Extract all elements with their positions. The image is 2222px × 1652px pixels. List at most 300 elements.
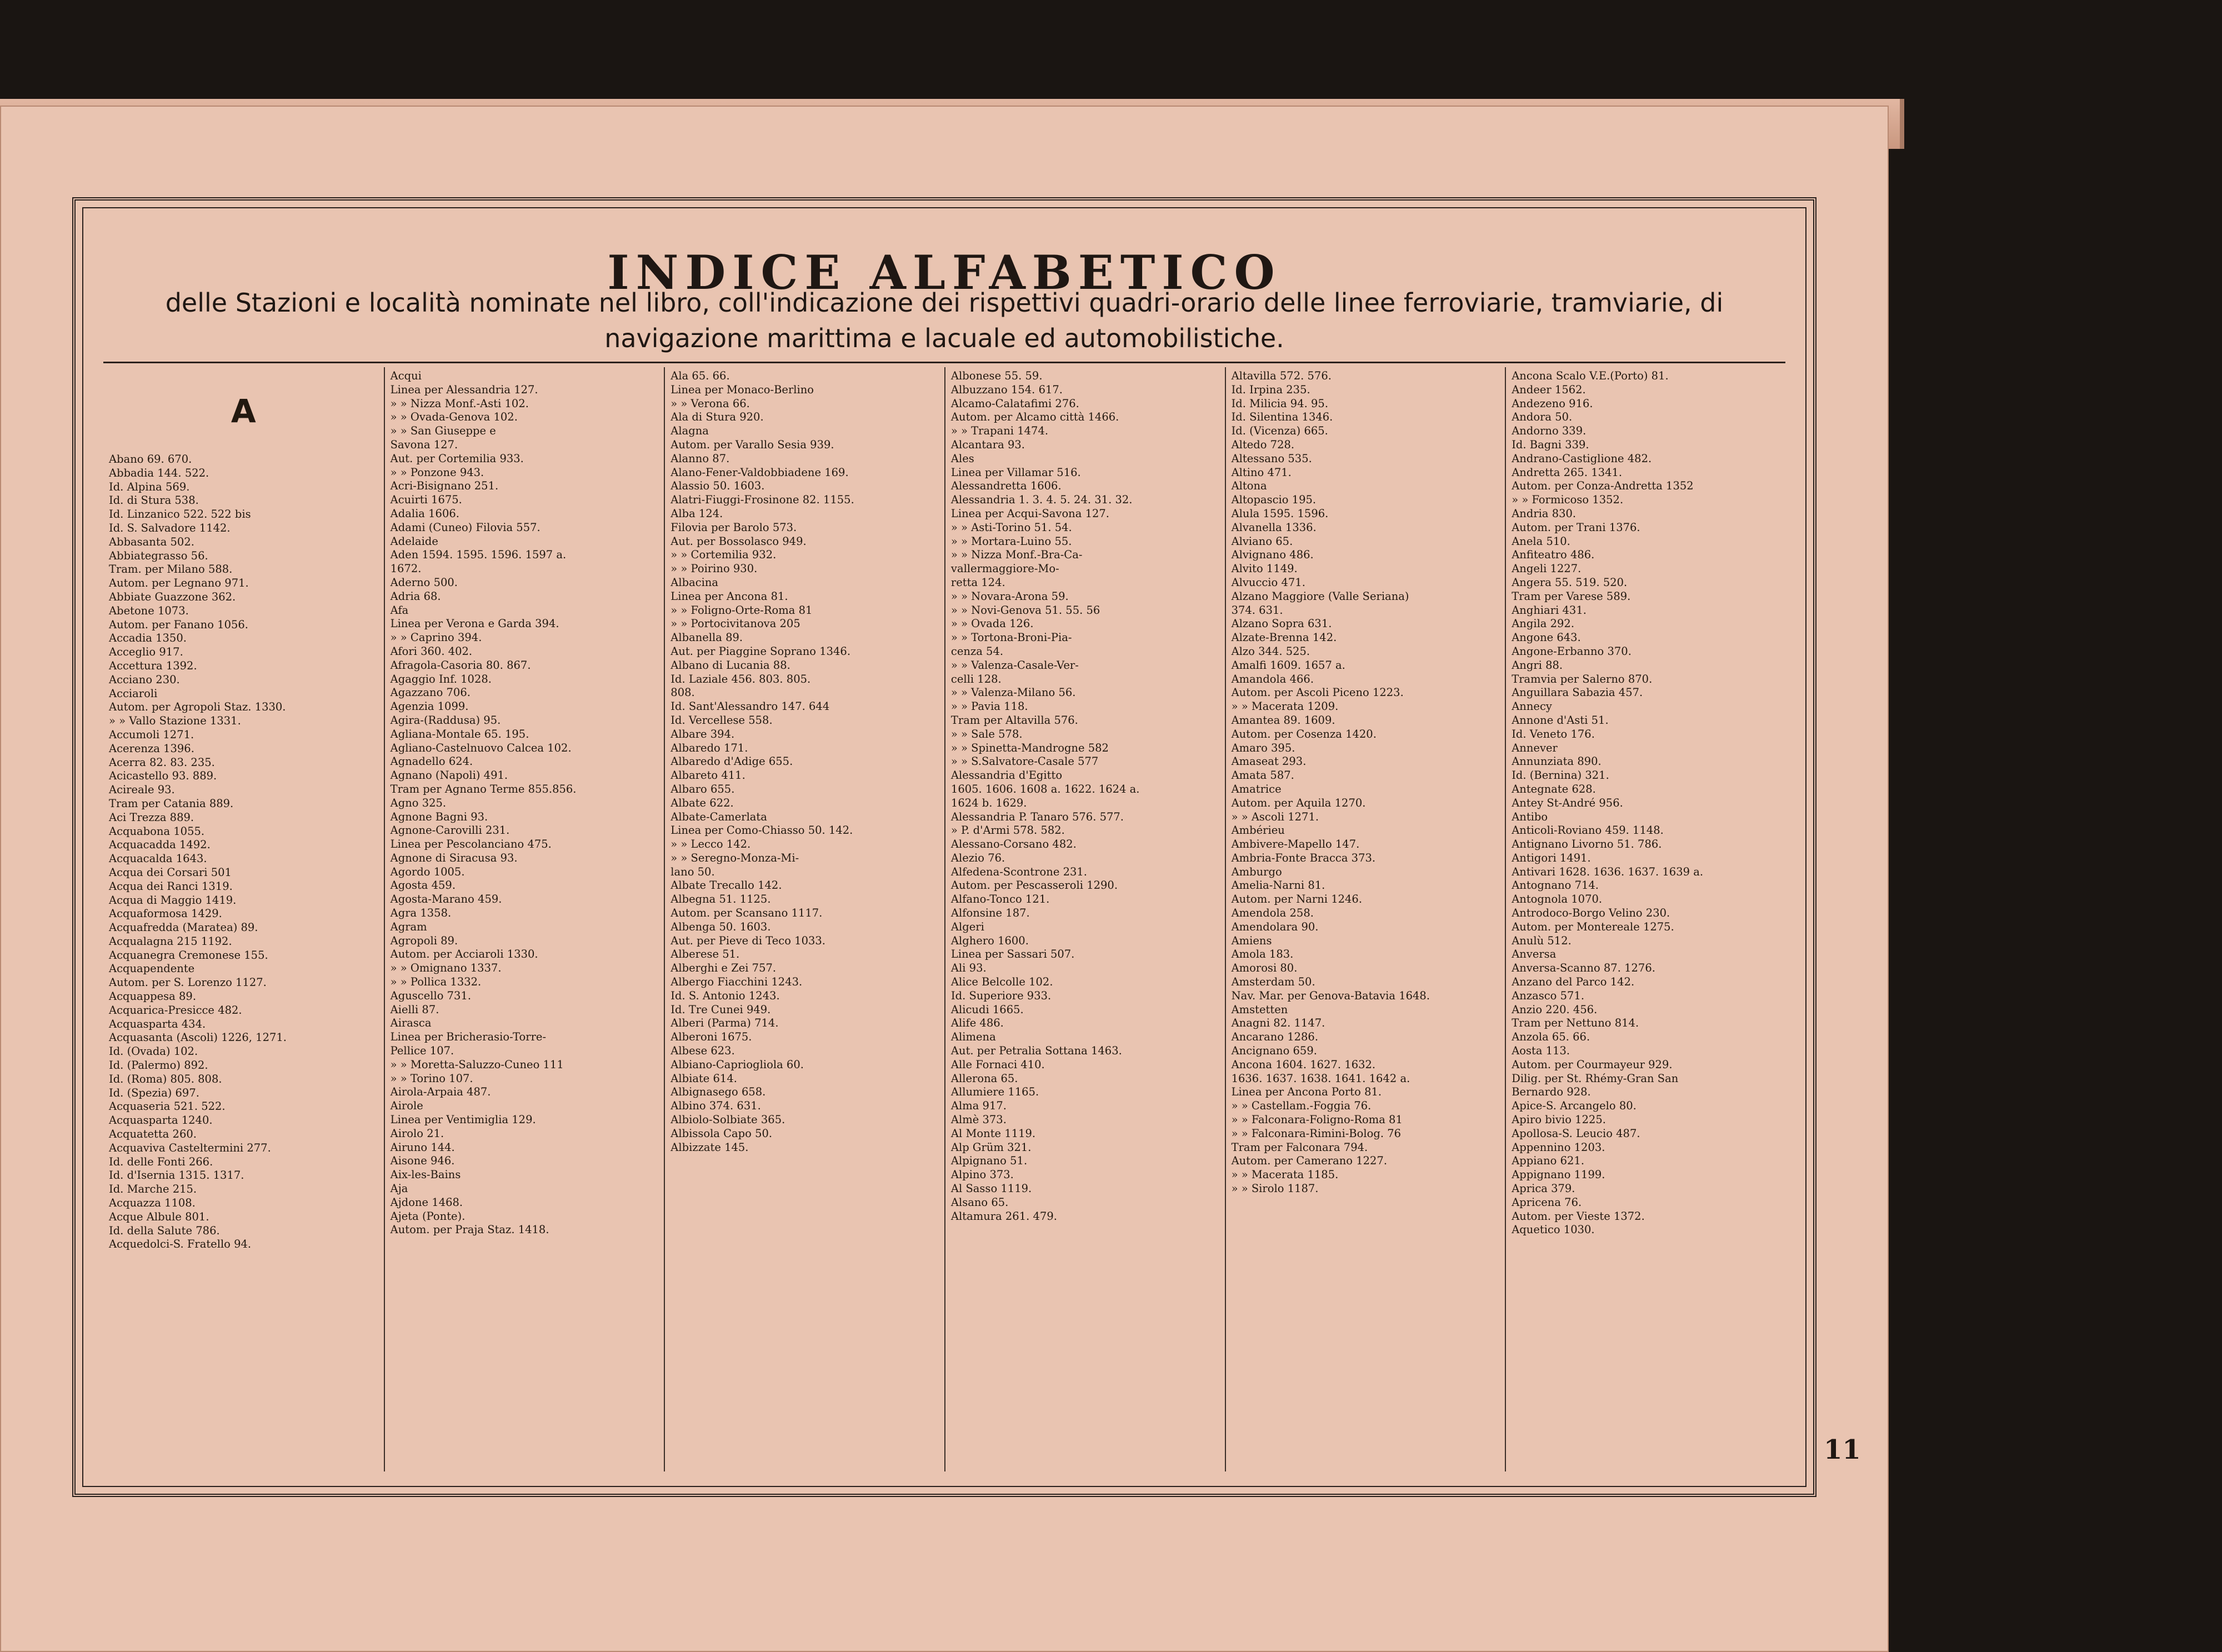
index-entry: Tram per Nettuno 814. [1512,1017,1639,1030]
index-entry: Acquabona 1055. [109,824,205,838]
index-entry: Annunziata 890. [1512,755,1602,768]
index-entry: Linea per Sassari 507. [950,948,1075,961]
index-entry: Autom. per Cosenza 1420. [1231,727,1377,740]
index-entry: Agazzano 706. [390,686,471,699]
index-entry: Autom. per Montereale 1275. [1512,920,1674,933]
index-entry: Acquafredda (Maratea) 89. [109,921,258,934]
index-entry: Aja [390,1182,408,1195]
index-entry: Aosta 113. [1512,1044,1570,1058]
index-entry: Angone 643. [1512,631,1581,644]
index-entry: Airasca [390,1017,432,1030]
index-entry: Autom. per S. Lorenzo 1127. [109,976,267,989]
index-column-3 [664,367,944,1471]
index-entry: Albaro 655. [670,782,735,795]
index-entry: Amandola 466. [1231,672,1314,685]
index-entry: Amstetten [1231,1003,1288,1016]
index-entry: Alle Fornaci 410. [950,1058,1045,1071]
index-entry: Amelia-Narni 81. [1231,879,1325,892]
index-entry: Albacina [670,575,719,589]
index-entry: Acireale 93. [109,783,175,797]
index-entry: Alberghi e Zei 757. [670,962,777,975]
index-entry: Alfano-Tonco 121. [950,893,1050,906]
index-entry: Autom. per Varallo Sesia 939. [670,438,834,451]
index-entry: Adalia 1606. [390,507,459,520]
index-entry: Alma 917. [950,1099,1007,1113]
index-entry: Albino 374. 631. [670,1099,761,1113]
index-entry: Anulù 512. [1512,934,1572,947]
index-entry: Acquapendente [109,962,195,975]
index-entry: Acquatetta 260. [109,1128,197,1141]
index-entry: Acquasparta 434. [109,1017,206,1030]
index-entry: Aci Trezza 889. [109,810,194,824]
index-entry: Albizzate 145. [670,1140,749,1154]
index-entry: Albonese 55. 59. [950,369,1043,382]
index-entry: Alassio 50. 1603. [670,479,765,493]
index-entry: Albiolo-Solbiate 365. [670,1113,785,1127]
index-entry: Alberi (Parma) 714. [670,1017,779,1030]
index-entry: Albaredo 171. [670,741,748,754]
index-entry: » » Novara-Arona 59. [950,589,1069,603]
index-entry: Anzasco 571. [1512,989,1585,1002]
index-entry: Pellice 107. [390,1044,454,1058]
index-entry: Allerona 65. [950,1072,1018,1085]
index-entry: Albergo Fiacchini 1243. [670,975,803,989]
index-entry: » » Macerata 1209. [1231,700,1339,713]
index-entry: Airole [390,1099,423,1113]
index-entry: Andretta 265. 1341. [1512,465,1623,479]
index-entry: Adria 68. [390,589,441,603]
index-entry: Aden 1594. 1595. 1596. 1597 a. [390,548,567,562]
index-entry: Angone-Erbanno 370. [1512,644,1632,658]
index-entry: Amaro 395. [1231,741,1295,754]
index-entry: Albiano-Capriogliola 60. [670,1058,804,1071]
index-entry: Abetone 1073. [109,604,189,617]
index-entry: Agnone Bagni 93. [390,810,488,823]
index-entry: Filovia per Barolo 573. [670,520,797,534]
index-entry: Amola 183. [1231,948,1294,961]
index-entry: Id. (Palermo) 892. [109,1059,208,1072]
index-entry: Autom. per Pescasseroli 1290. [950,879,1118,892]
index-entry: Antognola 1070. [1512,893,1603,906]
index-entry: Agropoli 89. [390,934,458,947]
index-entry: Id. Sant'Alessandro 147. 644 [670,700,830,713]
index-entry: Alpignano 51. [950,1154,1028,1168]
index-entry: Anversa-Scanno 87. 1276. [1512,962,1655,975]
index-entry: Aut. per Petralia Sottana 1463. [950,1044,1122,1058]
index-entry: Alsano 65. [950,1195,1009,1209]
index-entry: » » Nizza Monf.-Asti 102. [390,397,529,410]
index-entry: » » Moretta-Saluzzo-Cuneo 111 [390,1058,564,1071]
index-entry: Acquanegra Cremonese 155. [109,948,268,962]
index-entry: Alzo 344. 525. [1231,644,1310,658]
index-entry: Agnadello 624. [390,755,473,768]
index-entry: Ambria-Fonte Bracca 373. [1231,851,1376,864]
index-entry: Algeri [950,920,984,933]
index-entry: Angera 55. 519. 520. [1512,575,1628,589]
index-entry: Andrano-Castiglione 482. [1512,452,1652,465]
index-entry: Antivari 1628. 1636. 1637. 1639 a. [1512,865,1704,878]
index-entry: Acqualagna 215 1192. [109,934,232,948]
index-entry: Angila 292. [1512,617,1575,630]
index-entry: Al Sasso 1119. [950,1182,1032,1195]
index-entry: Albate Trecallo 142. [670,879,782,892]
index-entry: Aielli 87. [390,1003,439,1016]
index-entry: » » S.Salvatore-Casale 577 [950,755,1099,768]
index-entry: Acquedolci-S. Fratello 94. [109,1238,252,1251]
index-entry: Apice-S. Arcangelo 80. [1512,1099,1637,1113]
index-entry: Agira-(Raddusa) 95. [390,713,501,727]
index-entry: Antey St-André 956. [1512,796,1623,809]
index-entry: Abbiate Guazzone 362. [109,590,236,603]
index-entry: Alimena [950,1030,996,1044]
index-entry: Anagni 82. 1147. [1231,1017,1325,1030]
index-entry: Id. della Salute 786. [109,1224,220,1237]
index-entry: Id. Laziale 456. 803. 805. [670,672,811,685]
index-entry: » » Sirolo 1187. [1231,1182,1319,1195]
index-entry: » » Falconara-Foligno-Roma 81 [1231,1113,1403,1127]
index-entry: » » Mortara-Luino 55. [950,534,1072,548]
index-entry: Ambérieu [1231,824,1285,837]
index-entry: Agosta 459. [390,879,456,892]
index-entry: Aderno 500. [390,575,458,589]
index-entry: Adelaide [390,534,438,548]
index-entry: Alessandria P. Tanaro 576. 577. [950,810,1124,823]
index-entry: Anfiteatro 486. [1512,548,1595,562]
index-entry: Acquasanta (Ascoli) 1226, 1271. [109,1031,287,1044]
index-entry: Altessano 535. [1231,452,1312,465]
index-entry: 1624 b. 1629. [950,796,1027,809]
index-entry: Aprica 379. [1512,1182,1575,1195]
index-entry: Id. delle Fonti 266. [109,1155,213,1168]
index-entry: Amatrice [1231,782,1282,795]
index-entry: Linea per Ancona Porto 81. [1231,1085,1382,1099]
index-entry: Id. Vercellese 558. [670,713,773,727]
index-entry: Altino 471. [1231,465,1292,479]
index-entry: Antognano 714. [1512,879,1599,892]
index-entry: Anguillara Sabazia 457. [1512,686,1643,699]
index-entry: » » Nizza Monf.-Bra-Ca- [950,548,1083,562]
index-entry: Angri 88. [1512,658,1563,672]
index-entry: » » Foligno-Orte-Roma 81 [670,603,813,617]
index-entry: Alessandria d'Egitto [950,769,1063,782]
index-entry: Agordo 1005. [390,865,465,878]
index-entry: Id. di Stura 538. [109,494,199,507]
index-entry: » » Formicoso 1352. [1512,493,1624,507]
index-entry: Aix-les-Bains [390,1168,461,1182]
index-entry: » » Pollica 1332. [390,975,482,989]
index-entry: Id. (Vicenza) 665. [1231,424,1328,438]
index-entry: Altavilla 572. 576. [1231,369,1332,382]
index-entry: Id. Superiore 933. [950,989,1052,1002]
index-entry: » » Omignano 1337. [390,962,502,975]
index-entry: Apollosa-S. Leucio 487. [1512,1127,1640,1140]
index-entry: Acerra 82. 83. 235. [109,755,215,769]
index-entry: Agnone-Carovilli 231. [390,824,510,837]
index-entry: Autom. per Aquila 1270. [1231,796,1366,809]
header-rule [103,362,1785,363]
index-entry: 808. [670,686,695,699]
index-entry: Antignano Livorno 51. 786. [1512,838,1662,851]
index-entry: Angeli 1227. [1512,562,1582,575]
index-entry: Alcamo-Calatafimi 276. [950,397,1079,410]
index-entry: Albano di Lucania 88. [670,658,790,672]
index-entry: 1672. [390,562,422,575]
index-entry: Anzio 220. 456. [1512,1003,1598,1016]
index-entry: Agaggio Inf. 1028. [390,672,492,685]
index-entry: » » Pavia 118. [950,700,1028,713]
index-entry: Altona [1231,479,1267,493]
index-entry: Alvito 1149. [1231,562,1298,575]
index-entry: Amburgo [1231,865,1282,878]
index-entry: Tram. per Milano 588. [109,563,233,576]
index-entry: Ajdone 1468. [390,1195,463,1209]
index-entry: Albiate 614. [670,1072,737,1085]
index-entry: 1636. 1637. 1638. 1641. 1642 a. [1231,1072,1410,1085]
index-entry: Alfedena-Scontrone 231. [950,865,1087,878]
index-entry: » » Ponzone 943. [390,465,484,479]
index-entry: Alviano 65. [1231,534,1293,548]
index-entry: Ambivere-Mapello 147. [1231,838,1360,851]
index-entry: Albaredo d'Adige 655. [670,755,793,768]
index-entry: Altamura 261. 479. [950,1209,1057,1223]
index-frame [72,197,1816,1497]
index-entry: Alessano-Corsano 482. [950,838,1077,851]
index-entry: Abbiategrasso 56. [109,549,208,562]
index-entry: Alzano Maggiore (Valle Seriana) [1231,589,1409,603]
index-entry: Autom. per Ascoli Piceno 1223. [1231,686,1404,699]
index-entry: Autom. per Alcamo città 1466. [950,411,1119,424]
index-entry: Allumiere 1165. [950,1085,1039,1099]
index-entry: Altedo 728. [1231,438,1295,451]
index-entry: Tram per Varese 589. [1512,589,1631,603]
index-entry: Airuno 144. [390,1140,455,1154]
index-entry: Id. (Spezia) 697. [109,1086,199,1099]
index-entry: » » Trapani 1474. [950,424,1049,438]
index-entry: Id. (Roma) 805. 808. [109,1072,222,1085]
index-entry: Andria 830. [1512,507,1577,520]
index-entry: Alife 486. [950,1017,1004,1030]
index-entry: Amendolara 90. [1231,920,1319,933]
index-entry: Autom. per Acciaroli 1330. [390,948,538,961]
index-entry: Autom. per Vieste 1372. [1512,1209,1645,1223]
index-entry: Annone d'Asti 51. [1512,713,1609,727]
index-entry: Linea per Villamar 516. [950,465,1081,479]
index-entry: Acquappesa 89. [109,990,197,1003]
index-entry: Alanno 87. [670,452,730,465]
index-entry: Amiens [1231,934,1272,947]
index-entry: Andeer 1562. [1512,383,1586,396]
index-entry: Alzano Sopra 631. [1231,617,1332,630]
index-entry: Albareto 411. [670,769,745,782]
index-entry: Anela 510. [1512,534,1570,548]
index-entry: Ancona 1604. 1627. 1632. [1231,1058,1376,1071]
index-entry: Altopascio 195. [1231,493,1317,507]
index-entry: Andora 50. [1512,411,1573,424]
index-entry: Anzola 65. 66. [1512,1030,1590,1044]
index-entry: Antigori 1491. [1512,851,1591,864]
index-entry: Andorno 339. [1512,424,1587,438]
index-entry: Anghiari 431. [1512,603,1587,617]
index-entry: Alghero 1600. [950,934,1029,947]
index-entry: Appignano 1199. [1512,1168,1605,1182]
index-column-1 [103,367,384,1471]
index-entry: Andezeno 916. [1512,397,1593,410]
index-entry: Albignasego 658. [670,1085,766,1099]
index-entry: Alberese 51. [670,948,740,961]
index-entry: Al Monte 1119. [950,1127,1036,1140]
index-entry: Ancignano 659. [1231,1044,1317,1058]
index-column-5 [1225,367,1505,1471]
index-entry: Agliana-Montale 65. 195. [390,727,529,740]
index-entry: Tram per Falconara 794. [1231,1140,1368,1154]
index-entry: Savona 127. [390,438,458,451]
index-entry: Id. Veneto 176. [1512,727,1595,740]
index-entry: Acquacalda 1643. [109,852,207,865]
index-entry: Antegnate 628. [1512,782,1596,795]
index-entry: Albate 622. [670,796,734,809]
index-entry: Linea per Bricherasio-Torre- [390,1030,547,1044]
index-entry: Linea per Ventimiglia 129. [390,1113,536,1127]
index-entry: Tramvia per Salerno 870. [1512,672,1653,685]
index-column-4 [944,367,1225,1471]
index-entry: Id. Milicia 94. 95. [1231,397,1329,410]
index-entry: Apricena 76. [1512,1195,1582,1209]
index-entry: Afa [390,603,409,617]
index-entry: Ancona Scalo V.E.(Porto) 81. [1512,369,1669,382]
index-entry: Ala 65. 66. [670,369,730,382]
index-entry: Alcantara 93. [950,438,1025,451]
index-entry: Autom. per Conza-Andretta 1352 [1512,479,1694,493]
index-entry: Anversa [1512,948,1557,961]
index-entry: » » Asti-Torino 51. 54. [950,520,1072,534]
index-entry: Airola-Arpaia 487. [390,1085,491,1099]
index-entry: Alatri-Fiuggi-Frosinone 82. 1155. [670,493,854,507]
index-entry: Linea per Verona e Garda 394. [390,617,559,630]
index-entry: Abano 69. 670. [109,453,192,465]
index-entry: Alberoni 1675. [670,1030,752,1044]
index-entry: Acqua di Maggio 1419. [109,893,237,907]
index-entry: » » Cortemilia 932. [670,548,777,562]
index-entry: Amsterdam 50. [1231,975,1315,989]
index-entry: Antrodoco-Borgo Velino 230. [1512,907,1670,920]
index-entry: Alano-Fener-Valdobbiadene 169. [670,465,849,479]
index-entry: Bernardo 928. [1512,1085,1591,1099]
index-entry: Autom. per Trani 1376. [1512,520,1640,534]
index-entry: Alp Grüm 321. [950,1140,1032,1154]
index-entry: » » Novi-Genova 51. 55. 56 [950,603,1100,617]
index-entry: » » Sale 578. [950,727,1023,740]
index-entry: vallermaggiore-Mo- [950,562,1059,575]
index-entry: » » Ovada 126. [950,617,1034,630]
index-entry: Agnano (Napoli) 491. [390,769,508,782]
index-entry: » » Tortona-Broni-Pia- [950,631,1072,644]
index-entry: Id. Irpina 235. [1231,383,1310,396]
index-entry: Alfonsine 187. [950,907,1030,920]
index-entry: Alvignano 486. [1231,548,1314,562]
index-entry: Amata 587. [1231,769,1294,782]
index-entry: Acciano 230. [109,673,180,686]
index-entry: » » Vallo Stazione 1331. [109,714,241,728]
index-entry: Autom. per Fanano 1056. [109,618,248,631]
index-entry: Aut. per Piaggine Soprano 1346. [670,644,851,658]
index-entry: Alula 1595. 1596. [1231,507,1329,520]
index-entry: Accumoli 1271. [109,728,194,741]
index-entry: Id. d'Isernia 1315. 1317. [109,1169,244,1182]
index-entry: Albegna 51. 1125. [670,893,771,906]
index-entry: Nav. Mar. per Genova-Batavia 1648. [1231,989,1430,1002]
index-entry: Annever [1512,741,1558,754]
page-number: 11 [1824,1434,1861,1465]
index-entry: Acquaseria 521. 522. [109,1100,226,1113]
index-entry: » » Seregno-Monza-Mi- [670,851,799,864]
index-entry: Alba 124. [670,507,723,520]
index-entry: celli 128. [950,672,1002,685]
index-entry: Acquasparta 1240. [109,1114,213,1127]
index-entry: Apiro bivio 1225. [1512,1113,1606,1127]
page-title: INDICE ALFABETICO [607,245,1282,300]
index-entry: Anzano del Parco 142. [1512,975,1635,989]
index-entry: 1605. 1606. 1608 a. 1622. 1624 a. [950,782,1140,795]
index-entry: Alvanella 1336. [1231,520,1317,534]
index-entry: Amaseat 293. [1231,755,1307,768]
index-column-2 [384,367,664,1471]
index-entry: Abbasanta 502. [109,535,194,548]
index-entry: Agnone di Siracusa 93. [390,851,518,864]
index-entry: Acicastello 93. 889. [109,769,217,783]
index-entry: Afragola-Casoria 80. 867. [390,658,531,672]
index-entry: » » Falconara-Rimini-Bolog. 76 [1231,1127,1402,1140]
index-entry: Autom. per Agropoli Staz. 1330. [109,700,286,714]
index-entry: » » Caprino 394. [390,631,482,644]
index-entry: Acqua dei Corsari 501 [109,865,232,879]
index-entry: Aut. per Pieve di Teco 1033. [670,934,825,947]
index-entry: Linea per Como-Chiasso 50. 142. [670,824,853,837]
index-entry: Autom. per Camerano 1227. [1231,1154,1388,1168]
index-entry: Autom. per Courmayeur 929. [1512,1058,1673,1071]
index-entry: Linea per Ancona 81. [670,589,788,603]
index-entry: Abbadia 144. 522. [109,466,209,479]
index-entry: cenza 54. [950,644,1004,658]
index-entry: Amalfi 1609. 1657 a. [1231,658,1345,672]
index-entry: Albenga 50. 1603. [670,920,771,933]
index-entry: » » Ovada-Genova 102. [390,411,518,424]
index-entry: Amantea 89. 1609. [1231,713,1335,727]
index-entry: Antibo [1512,810,1548,823]
index-entry: Albanella 89. [670,631,743,644]
index-entry: Autom. per Narni 1246. [1231,893,1363,906]
index-entry: Tram per Catania 889. [109,797,234,810]
index-entry: Ala di Stura 920. [670,411,764,424]
index-entry: Alessandretta 1606. [950,479,1062,493]
index-entry: Alzate-Brenna 142. [1231,631,1337,644]
index-entry: Appiano 621. [1512,1154,1585,1168]
index-entry: Id. (Bernina) 321. [1512,769,1609,782]
index-entry: Linea per Monaco-Berlino [670,383,814,396]
index-entry: Linea per Acqui-Savona 127. [950,507,1109,520]
index-entry: » » Castellam.-Foggia 76. [1231,1099,1372,1113]
index-columns [103,367,1785,1471]
index-entry: Id. S. Antonio 1243. [670,989,780,1002]
index-entry: » » Poirino 930. [670,562,758,575]
index-entry: Acceglio 917. [109,645,183,659]
index-entry: Annecy [1512,700,1552,713]
index-entry: Acqui [390,369,422,382]
index-entry: Alagna [670,424,709,438]
index-entry: Acuirti 1675. [390,493,462,507]
index-entry: Ancarano 1286. [1231,1030,1319,1044]
index-entry: Id. S. Salvadore 1142. [109,521,231,534]
index-entry: lano 50. [670,865,715,878]
